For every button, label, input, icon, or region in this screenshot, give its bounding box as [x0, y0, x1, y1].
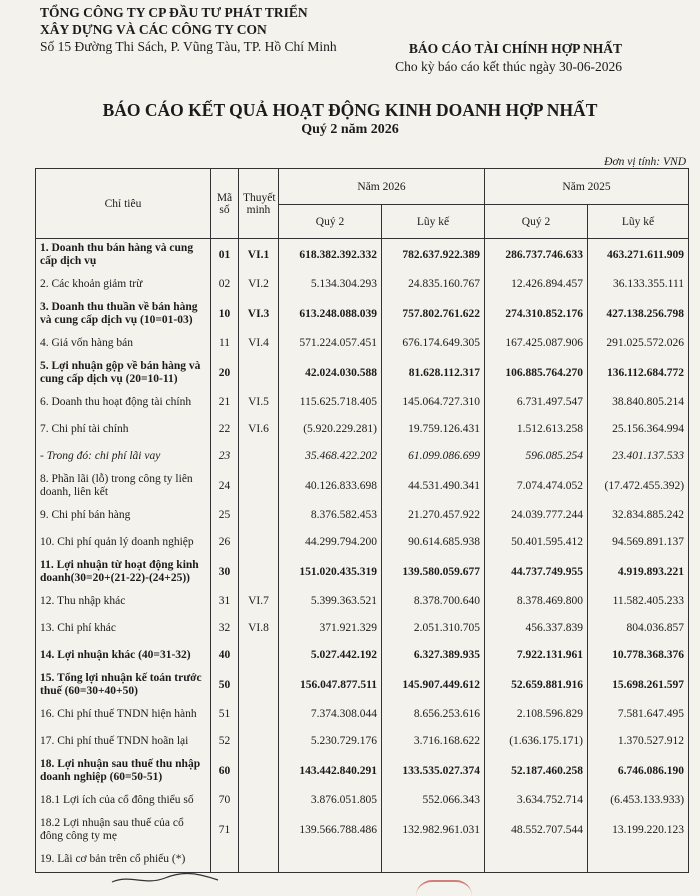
row-code: 32 — [211, 615, 239, 642]
row-label: - Trong đó: chi phí lãi vay — [36, 443, 211, 470]
row-cumulative-2026: 676.174.649.305 — [382, 330, 485, 357]
table-row — [36, 271, 689, 298]
table-row — [36, 814, 689, 846]
row-q2-2026: 44.299.794.200 — [279, 529, 382, 556]
row-q2-2026: 151.020.435.319 — [279, 556, 382, 588]
company-header — [40, 4, 337, 55]
row-code: 50 — [211, 669, 239, 701]
sub-quarter-header-current: Quý 2 — [279, 205, 382, 239]
table-row — [36, 389, 689, 416]
report-type: BÁO CÁO TÀI CHÍNH HỢP NHẤT — [408, 41, 622, 56]
row-cumulative-2026: 132.982.961.031 — [382, 814, 485, 846]
row-q2-2026: 5.134.304.293 — [279, 271, 382, 298]
row-label: 5. Lợi nhuận gộp về bán hàng và cung cấp dịch vụ (20=10-11) — [36, 357, 211, 389]
company-address: Số 15 Đường Thi Sách, P. Vũng Tàu, TP. Hồ Chí Minh — [40, 39, 337, 54]
row-q2-2025: 48.552.707.544 — [485, 814, 588, 846]
row-label: 11. Lợi nhuận từ hoạt động kinh doanh(30=20+(21-22)-(24+25)) — [36, 556, 211, 588]
row-q2-2025: 52.659.881.916 — [485, 669, 588, 701]
table-row — [36, 615, 689, 642]
row-cumulative-2026: 21.270.457.922 — [382, 502, 485, 529]
table-row — [36, 239, 689, 271]
row-code: 70 — [211, 787, 239, 814]
row-code: 23 — [211, 443, 239, 470]
row-cumulative-2025: 32.834.885.242 — [588, 502, 689, 529]
sub-quarter-header-prior: Quý 2 — [485, 205, 588, 239]
row-q2-2026: 3.876.051.805 — [279, 787, 382, 814]
table-row — [36, 846, 689, 873]
row-q2-2026: 7.374.308.044 — [279, 701, 382, 728]
row-q2-2025: 456.337.839 — [485, 615, 588, 642]
col-indicator-header: Chỉ tiêu — [36, 169, 211, 239]
row-label: 3. Doanh thu thuần về bán hàng và cung cấp dịch vụ (10=01-03) — [36, 298, 211, 330]
row-cumulative-2026: 2.051.310.705 — [382, 615, 485, 642]
row-q2-2025 — [485, 846, 588, 873]
row-cumulative-2026: 145.907.449.612 — [382, 669, 485, 701]
row-code: 24 — [211, 470, 239, 502]
table-row — [36, 298, 689, 330]
row-q2-2026: 156.047.877.511 — [279, 669, 382, 701]
row-q2-2025: 7.074.474.052 — [485, 470, 588, 502]
row-cumulative-2025: 23.401.137.533 — [588, 443, 689, 470]
row-cumulative-2025: 291.025.572.026 — [588, 330, 689, 357]
table-row — [36, 502, 689, 529]
row-label: 18.2 Lợi nhuận sau thuế của cổ đông công ty mẹ — [36, 814, 211, 846]
row-label: 14. Lợi nhuận khác (40=31-32) — [36, 642, 211, 669]
row-label: 13. Chi phí khác — [36, 615, 211, 642]
row-cumulative-2025: 11.582.405.233 — [588, 588, 689, 615]
table-row — [36, 588, 689, 615]
sub-cumulative-header-prior: Lũy kế — [588, 205, 689, 239]
table-row — [36, 701, 689, 728]
row-cumulative-2026: 6.327.389.935 — [382, 642, 485, 669]
row-q2-2026: 5.027.442.192 — [279, 642, 382, 669]
page-subtitle: Quý 2 năm 2026 — [301, 122, 399, 137]
table-row — [36, 755, 689, 787]
row-q2-2025: 12.426.894.457 — [485, 271, 588, 298]
row-cumulative-2025: 25.156.364.994 — [588, 416, 689, 443]
row-q2-2026: 115.625.718.405 — [279, 389, 382, 416]
row-cumulative-2026: 139.580.059.677 — [382, 556, 485, 588]
row-q2-2025: 1.512.613.258 — [485, 416, 588, 443]
row-cumulative-2026: 8.378.700.640 — [382, 588, 485, 615]
row-cumulative-2026: 757.802.761.622 — [382, 298, 485, 330]
row-label: 18.1 Lợi ích của cổ đông thiểu số — [36, 787, 211, 814]
row-code — [211, 846, 239, 873]
row-note — [239, 529, 279, 556]
company-name-line1: TỔNG CÔNG TY CP ĐẦU TƯ PHÁT TRIỂN — [40, 5, 308, 20]
table-row — [36, 330, 689, 357]
row-note — [239, 728, 279, 755]
row-q2-2026: 5.399.363.521 — [279, 588, 382, 615]
currency-unit: Đơn vị tính: VND — [604, 156, 686, 168]
col-note-header: Thuyết minh — [239, 169, 279, 239]
row-q2-2026: 139.566.788.486 — [279, 814, 382, 846]
row-q2-2026: 618.382.392.332 — [279, 239, 382, 271]
row-code: 51 — [211, 701, 239, 728]
row-q2-2025: 3.634.752.714 — [485, 787, 588, 814]
row-code: 10 — [211, 298, 239, 330]
row-note: VI.4 — [239, 330, 279, 357]
row-label: 7. Chi phí tài chính — [36, 416, 211, 443]
row-note — [239, 642, 279, 669]
row-q2-2025: 50.401.595.412 — [485, 529, 588, 556]
row-note — [239, 357, 279, 389]
sub-cumulative-header-current: Lũy kế — [382, 205, 485, 239]
row-code: 22 — [211, 416, 239, 443]
row-q2-2026: 35.468.422.202 — [279, 443, 382, 470]
table-body — [36, 239, 689, 873]
row-note — [239, 669, 279, 701]
row-note: VI.7 — [239, 588, 279, 615]
row-cumulative-2026 — [382, 846, 485, 873]
row-q2-2026: 42.024.030.588 — [279, 357, 382, 389]
row-q2-2026: 8.376.582.453 — [279, 502, 382, 529]
row-note: VI.8 — [239, 615, 279, 642]
year-prior-header: Năm 2025 — [485, 169, 689, 205]
row-cumulative-2025: 1.370.527.912 — [588, 728, 689, 755]
row-q2-2026: 371.921.329 — [279, 615, 382, 642]
row-cumulative-2025: 7.581.647.495 — [588, 701, 689, 728]
row-q2-2025: 52.187.460.258 — [485, 755, 588, 787]
row-label: 9. Chi phí bán hàng — [36, 502, 211, 529]
row-note — [239, 814, 279, 846]
row-label: 16. Chi phí thuế TNDN hiện hành — [36, 701, 211, 728]
row-q2-2026 — [279, 846, 382, 873]
row-q2-2025: 8.378.469.800 — [485, 588, 588, 615]
row-note — [239, 470, 279, 502]
row-note: VI.2 — [239, 271, 279, 298]
row-code: 20 — [211, 357, 239, 389]
row-cumulative-2025: 427.138.256.798 — [588, 298, 689, 330]
row-q2-2025: 167.425.087.906 — [485, 330, 588, 357]
row-cumulative-2026: 552.066.343 — [382, 787, 485, 814]
row-code: 60 — [211, 755, 239, 787]
table-row — [36, 443, 689, 470]
row-cumulative-2025: 13.199.220.123 — [588, 814, 689, 846]
table-row — [36, 642, 689, 669]
row-label: 15. Tổng lợi nhuận kế toán trước thuế (60=30+40+50) — [36, 669, 211, 701]
row-label: 2. Các khoản giảm trừ — [36, 271, 211, 298]
row-q2-2025: 596.085.254 — [485, 443, 588, 470]
row-code: 26 — [211, 529, 239, 556]
table-header — [36, 169, 689, 239]
table-row — [36, 787, 689, 814]
table-row — [36, 357, 689, 389]
row-note — [239, 846, 279, 873]
income-statement-table — [35, 168, 689, 873]
row-q2-2026: 571.224.057.451 — [279, 330, 382, 357]
row-cumulative-2025: 136.112.684.772 — [588, 357, 689, 389]
signature-mark — [110, 872, 220, 886]
row-cumulative-2026: 44.531.490.341 — [382, 470, 485, 502]
row-q2-2026: (5.920.229.281) — [279, 416, 382, 443]
row-q2-2025: 6.731.497.547 — [485, 389, 588, 416]
row-code: 11 — [211, 330, 239, 357]
row-q2-2025: 2.108.596.829 — [485, 701, 588, 728]
table-row — [36, 470, 689, 502]
row-q2-2026: 613.248.088.039 — [279, 298, 382, 330]
row-code: 31 — [211, 588, 239, 615]
row-note: VI.6 — [239, 416, 279, 443]
row-cumulative-2026: 133.535.027.374 — [382, 755, 485, 787]
row-cumulative-2025: 10.778.368.376 — [588, 642, 689, 669]
table-row — [36, 556, 689, 588]
row-cumulative-2025: (17.472.455.392) — [588, 470, 689, 502]
row-code: 71 — [211, 814, 239, 846]
row-label: 1. Doanh thu bán hàng và cung cấp dịch vụ — [36, 239, 211, 271]
row-label: 19. Lãi cơ bản trên cổ phiếu (*) — [36, 846, 211, 873]
row-note: VI.5 — [239, 389, 279, 416]
row-cumulative-2025: 94.569.891.137 — [588, 529, 689, 556]
row-note — [239, 502, 279, 529]
row-cumulative-2026: 90.614.685.938 — [382, 529, 485, 556]
row-cumulative-2026: 3.716.168.622 — [382, 728, 485, 755]
row-cumulative-2025 — [588, 846, 689, 873]
company-name-line2: XÂY DỰNG VÀ CÁC CÔNG TY CON — [40, 22, 267, 37]
row-note — [239, 787, 279, 814]
row-label: 10. Chi phí quản lý doanh nghiệp — [36, 529, 211, 556]
row-label: 17. Chi phí thuế TNDN hoãn lại — [36, 728, 211, 755]
row-label: 8. Phần lãi (lỗ) trong công ty liên doanh, liên kết — [36, 470, 211, 502]
page-title: BÁO CÁO KẾT QUẢ HOẠT ĐỘNG KINH DOANH HỢP NHẤT — [102, 100, 598, 120]
row-cumulative-2025: 36.133.355.111 — [588, 271, 689, 298]
row-cumulative-2026: 8.656.253.616 — [382, 701, 485, 728]
report-header — [395, 40, 622, 76]
year-current-header: Năm 2026 — [279, 169, 485, 205]
row-note — [239, 556, 279, 588]
row-cumulative-2026: 19.759.126.431 — [382, 416, 485, 443]
row-cumulative-2025: 6.746.086.190 — [588, 755, 689, 787]
row-code: 40 — [211, 642, 239, 669]
row-q2-2026: 5.230.729.176 — [279, 728, 382, 755]
row-cumulative-2025: 15.698.261.597 — [588, 669, 689, 701]
table-row — [36, 529, 689, 556]
row-q2-2025: 7.922.131.961 — [485, 642, 588, 669]
stamp-mark — [416, 880, 472, 896]
row-q2-2025: 106.885.764.270 — [485, 357, 588, 389]
row-code: 21 — [211, 389, 239, 416]
row-cumulative-2026: 145.064.727.310 — [382, 389, 485, 416]
row-q2-2025: 24.039.777.244 — [485, 502, 588, 529]
row-note — [239, 755, 279, 787]
row-code: 25 — [211, 502, 239, 529]
row-cumulative-2026: 61.099.086.699 — [382, 443, 485, 470]
row-code: 01 — [211, 239, 239, 271]
row-cumulative-2025: 38.840.805.214 — [588, 389, 689, 416]
report-period: Cho kỳ báo cáo kết thúc ngày 30-06-2026 — [395, 59, 622, 74]
row-label: 4. Giá vốn hàng bán — [36, 330, 211, 357]
row-label: 6. Doanh thu hoạt động tài chính — [36, 389, 211, 416]
row-q2-2026: 143.442.840.291 — [279, 755, 382, 787]
row-label: 18. Lợi nhuận sau thuế thu nhập doanh nghiệp (60=50-51) — [36, 755, 211, 787]
row-code: 52 — [211, 728, 239, 755]
row-q2-2025: (1.636.175.171) — [485, 728, 588, 755]
row-note — [239, 701, 279, 728]
row-code: 02 — [211, 271, 239, 298]
table-row — [36, 416, 689, 443]
row-label: 12. Thu nhập khác — [36, 588, 211, 615]
table-row — [36, 669, 689, 701]
row-cumulative-2026: 782.637.922.389 — [382, 239, 485, 271]
row-cumulative-2025: 804.036.857 — [588, 615, 689, 642]
row-q2-2025: 274.310.852.176 — [485, 298, 588, 330]
row-cumulative-2025: 463.271.611.909 — [588, 239, 689, 271]
row-note: VI.1 — [239, 239, 279, 271]
row-q2-2026: 40.126.833.698 — [279, 470, 382, 502]
row-cumulative-2025: 4.919.893.221 — [588, 556, 689, 588]
row-cumulative-2026: 24.835.160.767 — [382, 271, 485, 298]
row-note: VI.3 — [239, 298, 279, 330]
row-cumulative-2025: (6.453.133.933) — [588, 787, 689, 814]
row-q2-2025: 44.737.749.955 — [485, 556, 588, 588]
col-code-header: Mã số — [211, 169, 239, 239]
row-cumulative-2026: 81.628.112.317 — [382, 357, 485, 389]
row-note — [239, 443, 279, 470]
row-code: 30 — [211, 556, 239, 588]
table-row — [36, 728, 689, 755]
row-q2-2025: 286.737.746.633 — [485, 239, 588, 271]
